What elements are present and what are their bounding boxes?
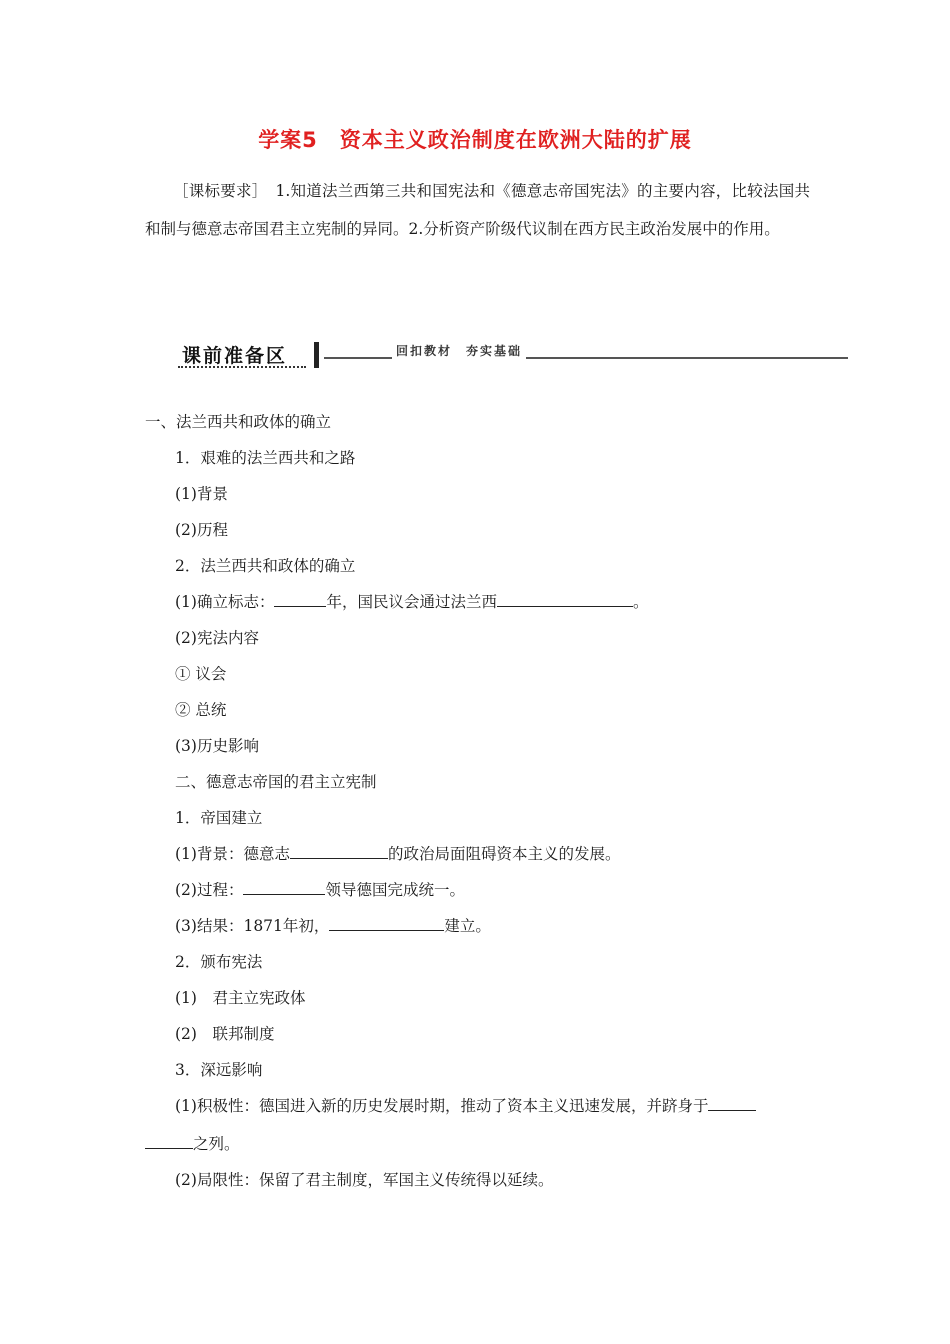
- outline-item: (2)历程: [175, 521, 228, 539]
- banner-underline: [178, 366, 306, 368]
- outline-item: (1)背景: [175, 485, 228, 503]
- answer-blank[interactable]: [145, 1134, 193, 1149]
- outline-item: (2)局限性：保留了君主制度，军国主义传统得以延续。: [175, 1171, 554, 1189]
- item-text: (1)背景：德意志: [175, 845, 290, 863]
- banner-title: 课前准备区: [182, 345, 288, 367]
- fill-in-item: [175, 916, 491, 936]
- answer-blank[interactable]: [290, 844, 388, 859]
- item-text: 之列。: [193, 1135, 240, 1153]
- item-text: 建立。: [444, 917, 491, 935]
- answer-blank[interactable]: [708, 1096, 756, 1111]
- section-heading: 二、德意志帝国的君主立宪制: [175, 773, 377, 791]
- outline-item: (1) 君主立宪政体: [175, 989, 306, 1007]
- answer-blank[interactable]: [243, 880, 325, 895]
- item-text: 年，国民议会通过法兰西: [326, 593, 497, 611]
- subsection-heading: 1．帝国建立: [175, 809, 263, 827]
- fill-in-item: [175, 844, 620, 864]
- fill-in-item: [175, 1096, 756, 1116]
- item-text: 。: [632, 593, 649, 611]
- subsection-heading: 2．法兰西共和政体的确立: [175, 557, 356, 575]
- fill-in-item-continued: [145, 1134, 240, 1154]
- outline-item: ② 总统: [175, 701, 227, 719]
- item-text: 领导德国完成统一。: [325, 881, 465, 899]
- subsection-heading: 3．深远影响: [175, 1061, 263, 1079]
- curriculum-requirements: ［课标要求］ 1.知道法兰西第三共和国宪法和《德意志帝国宪法》的主要内容，比较法国共和制与德意志帝国君主立宪制的异同。2.分析资产阶级代议制在西方民主政治发展中的作用。: [145, 182, 810, 238]
- answer-blank[interactable]: [497, 592, 633, 607]
- banner-subtitle: 回扣教材 夯实基础: [392, 342, 526, 359]
- outline-item: (2)宪法内容: [175, 629, 259, 647]
- item-text: (1)确立标志：: [175, 593, 275, 611]
- outline-item: (2) 联邦制度: [175, 1025, 275, 1043]
- section-heading: 一、法兰西共和政体的确立: [145, 413, 332, 431]
- item-text: (3)结果：1871年初，: [175, 917, 330, 935]
- item-text: (2)过程：: [175, 881, 244, 899]
- answer-blank[interactable]: [329, 916, 444, 931]
- fill-in-item: [175, 592, 649, 612]
- outline-item: (3)历史影响: [175, 737, 259, 755]
- answer-blank[interactable]: [274, 592, 326, 607]
- fill-in-item: [175, 880, 465, 900]
- subsection-heading: 1．艰难的法兰西共和之路: [175, 449, 356, 467]
- banner-divider: [314, 342, 319, 368]
- item-text: 的政治局面阻碍资本主义的发展。: [387, 845, 621, 863]
- page-title: 学案5 资本主义政治制度在欧洲大陆的扩展: [258, 128, 692, 152]
- subsection-heading: 2．颁布宪法: [175, 953, 263, 971]
- section-banner: [178, 338, 848, 372]
- outline-item: ① 议会: [175, 665, 227, 683]
- item-text: (1)积极性：德国进入新的历史发展时期，推动了资本主义迅速发展，并跻身于: [175, 1097, 709, 1115]
